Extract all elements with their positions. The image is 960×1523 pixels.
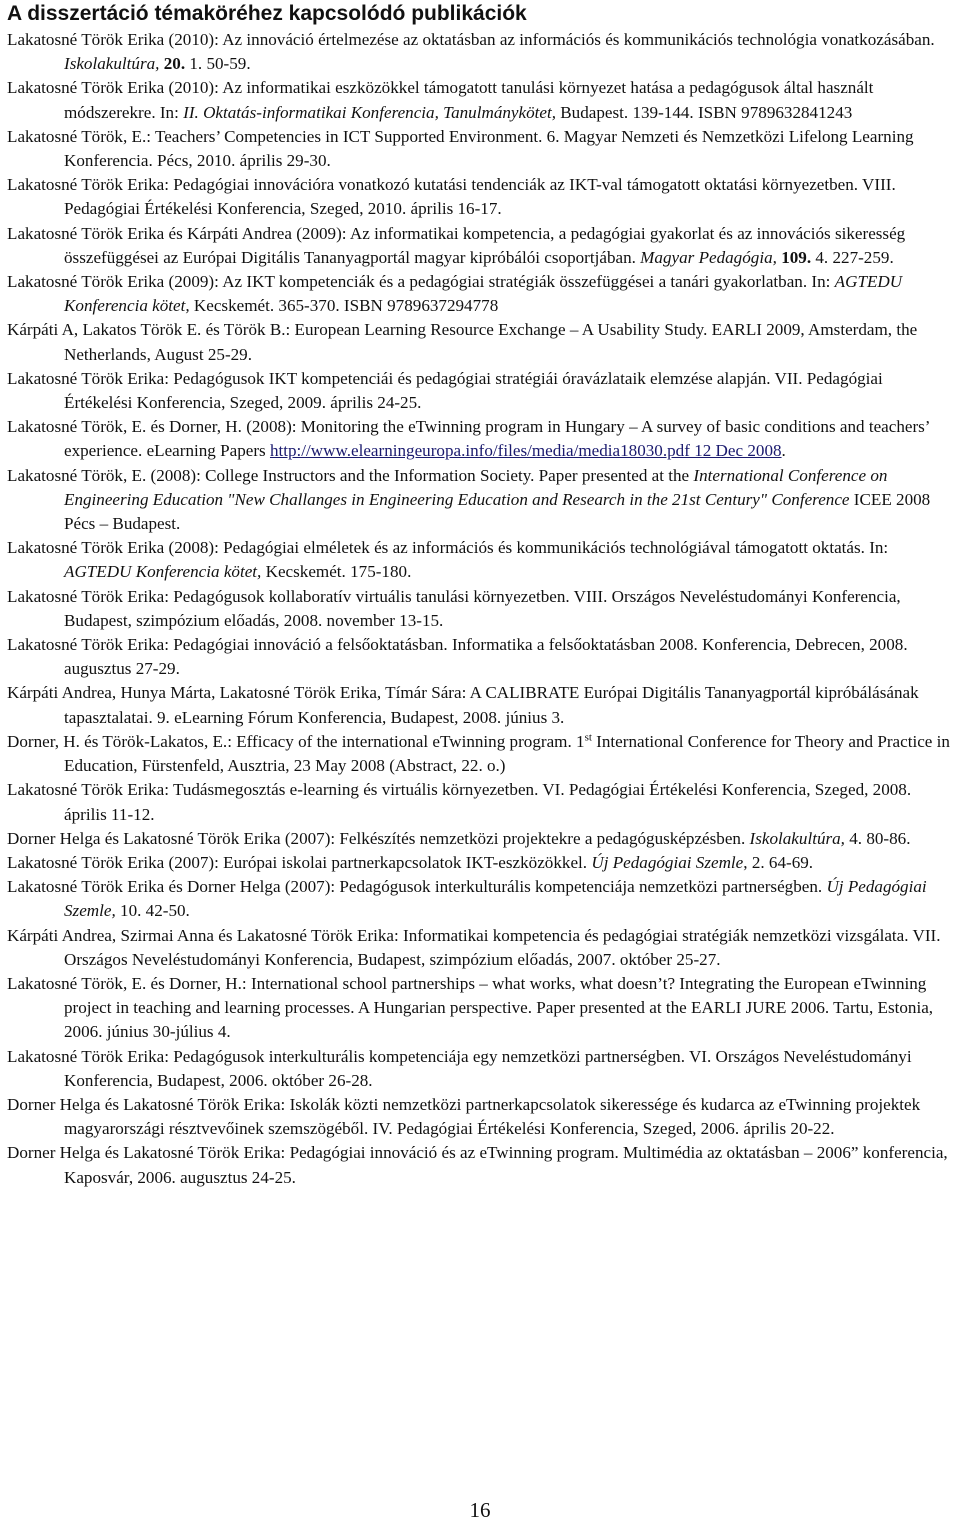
reference-text: Dorner Helga és Lakatosné Török Erika: Iskolák közti nemzetközi partnerkapcsolatok sikeressége és kudarca az eTwinning projektek magyarországi résztvevőinek szemszögéből. IV. Pedagógiai Értékelési Konferencia, Szeged, 2006. április 20-22. xyxy=(7,1094,921,1139)
reference-link[interactable]: http://www.elearningeuropa.info/files/media/media18030.pdf 12 Dec 2008 xyxy=(269,441,782,461)
reference-text: Lakatosné Török, E. és Dorner, H. (2008): Monitoring the eTwinning program in Hungary – A survey of basic conditions and teachers’ experience. eLearning Papers xyxy=(7,417,930,461)
reference-item xyxy=(7,730,952,778)
reference-text: Budapest. 139-144. ISBN 9789632841243 xyxy=(556,102,853,122)
reference-item xyxy=(7,76,952,124)
reference-text: Lakatosné Török Erika (2009): Az IKT kompetenciák és a pedagógiai stratégiák összefüggései a tanári gyakorlatban. In: xyxy=(7,272,835,292)
reference-text: 4. 80-86. xyxy=(844,828,911,848)
reference-list xyxy=(7,28,952,1190)
reference-text: Lakatosné Török, E. és Dorner, H.: International school partnerships – what works, what doesn’t? Integrating the European eTwinning project in teaching and learning processes. A Hungarian perspective. Paper presented at the EARLI JURE 2006. Tartu, Estonia, 2006. június 30-július 4. xyxy=(7,973,934,1042)
reference-item xyxy=(7,222,952,270)
reference-text: Lakatosné Török Erika (2007): Európai iskolai partnerkapcsolatok IKT-eszközökkel. xyxy=(7,852,592,872)
reference-text: Lakatosné Török Erika: Pedagógusok IKT kompetenciái és pedagógiai stratégiái óravázlataik elemzése alapján. VII. Pedagógiai Értékelési Konferencia, Szeged, 2009. április 24-25. xyxy=(7,368,883,413)
reference-text: Lakatosné Török Erika és Dorner Helga (2007): Pedagógusok interkulturális kompetenciája nemzetközi partnerségben. xyxy=(7,877,827,897)
reference-text: Lakatosné Török Erika és Kárpáti Andrea (2009): Az informatikai kompetencia, a pedagógiai gyakorlat és az innovációs sikeresség összefüggései az Európai Digitális Tananyagportál magyar kipróbálói csoportjában. xyxy=(7,223,906,267)
reference-item xyxy=(7,415,952,463)
reference-text: Kárpáti A, Lakatos Török E. és Török B.: European Learning Resource Exchange – A Usability Study. EARLI 2009, Amsterdam, the Netherlands, August 25-29. xyxy=(7,320,918,364)
reference-item xyxy=(7,1141,952,1189)
reference-item xyxy=(7,464,952,537)
reference-text: Kárpáti Andrea, Szirmai Anna és Lakatosné Török Erika: Informatikai kompetencia és pedagógiai stratégiák nemzetközi vizsgálata. VII. Országos Neveléstudományi Konferencia, Budapest, szimpózium előadás, 2007. október 25-27. xyxy=(7,925,941,969)
reference-item xyxy=(7,778,952,826)
reference-text: Lakatosné Török Erika (2010): Az innováció értelmezése az oktatásban az információs és kommunikációs technológia vonatkozásában. xyxy=(7,30,935,49)
reference-text: Lakatosné Török Erika (2008): Pedagógiai elméletek és az információs és kommunikációs technológiával támogatott oktatás. In: xyxy=(7,538,889,558)
reference-item xyxy=(7,1045,952,1093)
reference-item xyxy=(7,125,952,173)
reference-text: AGTEDU Konferencia kötet, xyxy=(64,272,903,316)
reference-text: International Conference for Theory and Practice in Education, Fürstenfeld, Ausztria, 23 May 2008 (Abstract, 22. o.) xyxy=(64,731,950,776)
reference-text: Lakatosné Török Erika: Pedagógusok kollaboratív virtuális tanulási környezetben. VIII. Országos Neveléstudományi Konferencia, Budapest, szimpózium előadás, 2008. november 13-15. xyxy=(7,586,901,630)
reference-item xyxy=(7,28,952,76)
reference-text: 10. 42-50. xyxy=(115,901,190,921)
reference-text: Lakatosné Török, E. (2008): College Instructors and the Information Society. Paper presented at the xyxy=(7,465,694,485)
reference-text: 20. xyxy=(163,54,186,74)
reference-text: Kecskemét. 365-370. ISBN 9789637294778 xyxy=(189,296,499,316)
reference-text: Lakatosné Török, E.: Teachers’ Competencies in ICT Supported Environment. 6. Magyar Nemzeti és Nemzetközi Lifelong Learning Konferencia. Pécs, 2010. április 29-30. xyxy=(7,126,914,171)
reference-text: Kecskemét. 175-180. xyxy=(261,562,412,582)
page-heading: A disszertáció témaköréhez kapcsolódó publikációk xyxy=(7,2,527,25)
reference-text: II. Oktatás-informatikai Konferencia, Tanulmánykötet, xyxy=(183,102,556,122)
reference-item xyxy=(7,173,952,221)
reference-text: , 2. 64-69. xyxy=(743,852,814,872)
reference-text: Lakatosné Török Erika: Pedagógiai innováció a felsőoktatásban. Informatika a felsőoktatásban 2008. Konferencia, Debrecen, 2008. augusztus 27-29. xyxy=(7,635,908,679)
reference-text: ICEE 2008 Pécs – Budapest. xyxy=(64,489,931,534)
reference-item xyxy=(7,633,952,681)
reference-item xyxy=(7,585,952,633)
reference-text: 4. 227-259. xyxy=(811,247,894,267)
reference-text: Kárpáti Andrea, Hunya Márta, Lakatosné Török Erika, Tímár Sára: A CALIBRATE Európai Digitális Tananyagportál kipróbálásának tapasztalatai. 9. eLearning Fórum Konferencia, Budapest, 2008. június 3. xyxy=(7,683,919,727)
reference-item xyxy=(7,972,952,1045)
reference-text: Iskolakultúra, xyxy=(749,828,845,848)
reference-item xyxy=(7,367,952,415)
reference-item xyxy=(7,681,952,729)
reference-text: Lakatosné Török Erika (2010): Az informatikai eszközökkel támogatott tanulási környezet hatása a pedagógusok által használt módszerekre. In: xyxy=(7,78,874,122)
reference-item xyxy=(7,875,952,923)
reference-text: Dorner, H. és Török-Lakatos, E.: Efficacy of the international eTwinning program. 1 xyxy=(7,731,585,751)
reference-text: 109. xyxy=(781,247,812,267)
reference-item xyxy=(7,924,952,972)
page-number: 16 xyxy=(469,1498,491,1522)
reference-text: Új Pedagógiai Szemle, xyxy=(64,877,927,921)
reference-text: st xyxy=(584,731,592,744)
reference-item xyxy=(7,270,952,318)
reference-text: Dorner Helga és Lakatosné Török Erika (2007): Felkészítés nemzetközi projektekre a pedagógusképzésben. xyxy=(7,828,750,848)
reference-text: Dorner Helga és Lakatosné Török Erika: Pedagógiai innováció és az eTwinning program. Multimédia az oktatásban – 2006” konferencia, Kaposvár, 2006. augusztus 24-25. xyxy=(7,1143,948,1187)
reference-text: 1. 50-59. xyxy=(185,54,251,74)
reference-text: Lakatosné Török Erika: Tudásmegosztás e-learning és virtuális környezetben. VI. Pedagógiai Értékelési Konferencia, Szeged, 2008. április 11-12. xyxy=(7,780,912,824)
reference-text: Lakatosné Török Erika: Pedagógusok interkulturális kompetenciája egy nemzetközi partnerségben. VI. Országos Neveléstudományi Konferencia, Budapest, 2006. október 26-28. xyxy=(7,1046,912,1090)
reference-item xyxy=(7,851,952,875)
reference-text: International Conference on Engineering Education "New Challanges in Engineering Education and Research in the 21st Century" Conference xyxy=(64,465,888,509)
reference-text: . xyxy=(781,441,786,461)
reference-text: AGTEDU Konferencia kötet, xyxy=(64,562,262,582)
reference-text: Lakatosné Török Erika: Pedagógiai innovációra vonatkozó kutatási tendenciák az IKT-val támogatott oktatási környezetben. VIII. Pedagógiai Értékelési Konferencia, Szeged, 2010. április 16-17. xyxy=(7,175,896,219)
reference-item xyxy=(7,827,952,851)
reference-text: Új Pedagógiai Szemle xyxy=(591,852,744,872)
reference-item xyxy=(7,536,952,584)
reference-text: Iskolakultúra, xyxy=(64,54,160,74)
reference-item xyxy=(7,318,952,366)
reference-text: Magyar Pedagógia, xyxy=(640,247,777,267)
reference-item xyxy=(7,1093,952,1141)
